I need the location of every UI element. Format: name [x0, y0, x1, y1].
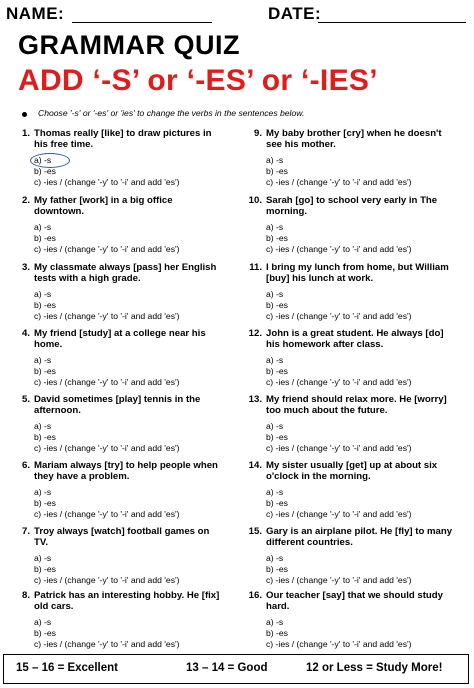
- option-c[interactable]: c) -ies / (change '-y' to '-i' and add 'es'): [266, 311, 412, 321]
- question-text: Sarah [go] to school very early in The morning.: [266, 195, 438, 218]
- option-a[interactable]: a) -s: [266, 487, 284, 497]
- question-text: Our teacher [say] that we should study hard.: [266, 590, 443, 613]
- question-number: 9.: [253, 128, 262, 139]
- option-c[interactable]: c) -ies / (change '-y' to '-i' and add 'es'): [34, 377, 180, 387]
- question-number: 4.: [21, 328, 30, 339]
- date-field[interactable]: [318, 22, 466, 23]
- question-text: Troy always [watch] football games on TV.: [34, 526, 210, 549]
- question-number: 7.: [21, 526, 30, 537]
- question-text: My classmate always [pass] her English tests with a high grade.: [34, 262, 217, 285]
- option-c[interactable]: c) -ies / (change '-y' to '-i' and add 'es'): [266, 177, 412, 187]
- option-b[interactable]: b) -es: [34, 564, 56, 574]
- question-number: 8.: [21, 590, 30, 601]
- question-number: 5.: [21, 394, 30, 405]
- option-c[interactable]: c) -ies / (change '-y' to '-i' and add 'es'): [266, 443, 412, 453]
- option-c[interactable]: c) -ies / (change '-y' to '-i' and add 'es'): [34, 639, 180, 649]
- option-b[interactable]: b) -es: [266, 300, 288, 310]
- option-a[interactable]: a) -s: [34, 289, 52, 299]
- option-c[interactable]: c) -ies / (change '-y' to '-i' and add 'es'): [34, 311, 180, 321]
- option-a[interactable]: a) -s: [34, 421, 52, 431]
- option-b[interactable]: b) -es: [266, 498, 288, 508]
- option-a[interactable]: a) -s: [34, 355, 52, 365]
- question-number: 6.: [21, 460, 30, 471]
- option-c[interactable]: c) -ies / (change '-y' to '-i' and add 'es'): [34, 443, 180, 453]
- question-text: John is a great student. He always [do] his homework after class.: [266, 328, 444, 351]
- option-a[interactable]: a) -s: [34, 553, 52, 563]
- option-c[interactable]: c) -ies / (change '-y' to '-i' and add 'es'): [34, 244, 180, 254]
- question-number: 16.: [248, 590, 262, 601]
- question-text: Thomas really [like] to draw pictures in his free time.: [34, 128, 212, 151]
- question-number: 3.: [21, 262, 30, 273]
- option-a[interactable]: a) -s: [266, 421, 284, 431]
- question-number: 10.: [248, 195, 262, 206]
- option-b[interactable]: b) -es: [34, 432, 56, 442]
- option-c[interactable]: c) -ies / (change '-y' to '-i' and add 'es'): [266, 575, 412, 585]
- question-text: My sister usually [get] up at about six o'clock in the morning.: [266, 460, 438, 483]
- name-field[interactable]: [72, 22, 212, 23]
- question-number: 2.: [21, 195, 30, 206]
- option-b[interactable]: b) -es: [34, 233, 56, 243]
- option-a[interactable]: a) -s: [34, 617, 52, 627]
- question-text: My friend should relax more. He [worry] too much about the future.: [266, 394, 447, 417]
- score-excellent: 15 – 16 = Excellent: [16, 662, 118, 674]
- option-c[interactable]: c) -ies / (change '-y' to '-i' and add 'es'): [266, 377, 412, 387]
- name-label: NAME:: [6, 4, 65, 23]
- question-number: 1.: [21, 128, 30, 139]
- date-label: DATE:: [268, 4, 322, 23]
- option-c[interactable]: c) -ies / (change '-y' to '-i' and add 'es'): [266, 244, 412, 254]
- example-answer-circle: [30, 153, 70, 168]
- bullet-icon: [22, 112, 27, 117]
- option-b[interactable]: b) -es: [34, 498, 56, 508]
- question-text: My baby brother [cry] when he doesn't see his mother.: [266, 128, 442, 151]
- option-a[interactable]: a) -s: [266, 222, 284, 232]
- option-b[interactable]: b) -es: [266, 628, 288, 638]
- option-c[interactable]: c) -ies / (change '-y' to '-i' and add 'es'): [34, 575, 180, 585]
- option-a[interactable]: a) -s: [266, 289, 284, 299]
- score-good: 13 – 14 = Good: [186, 662, 268, 674]
- option-b[interactable]: b) -es: [34, 166, 56, 176]
- option-b[interactable]: b) -es: [266, 233, 288, 243]
- question-number: 15.: [248, 526, 262, 537]
- option-a[interactable]: a) -s: [34, 155, 52, 165]
- question-text: Gary is an airplane pilot. He [fly] to many different countries.: [266, 526, 453, 549]
- question-text: David sometimes [play] tennis in the afternoon.: [34, 394, 201, 417]
- question-number: 12.: [248, 328, 262, 339]
- question-text: Mariam always [try] to help people when they have a problem.: [34, 460, 218, 483]
- question-text: I bring my lunch from home, but William [buy] his lunch at work.: [266, 262, 449, 285]
- option-c[interactable]: c) -ies / (change '-y' to '-i' and add 'es'): [34, 177, 180, 187]
- scoring-box: [3, 654, 469, 684]
- question-text: My friend [study] at a college near his home.: [34, 328, 206, 351]
- question-number: 11.: [249, 262, 262, 273]
- option-a[interactable]: a) -s: [34, 487, 52, 497]
- option-b[interactable]: b) -es: [34, 628, 56, 638]
- question-number: 13.: [248, 394, 262, 405]
- option-b[interactable]: b) -es: [266, 166, 288, 176]
- option-a[interactable]: a) -s: [266, 155, 284, 165]
- option-c[interactable]: c) -ies / (change '-y' to '-i' and add 'es'): [266, 509, 412, 519]
- question-text: My father [work] in a big office downtown.: [34, 195, 173, 218]
- question-number: 14.: [248, 460, 262, 471]
- option-b[interactable]: b) -es: [266, 432, 288, 442]
- option-b[interactable]: b) -es: [266, 366, 288, 376]
- option-a[interactable]: a) -s: [266, 553, 284, 563]
- question-text: Patrick has an interesting hobby. He [fix] old cars.: [34, 590, 220, 613]
- option-a[interactable]: a) -s: [266, 617, 284, 627]
- option-b[interactable]: b) -es: [34, 366, 56, 376]
- option-b[interactable]: b) -es: [266, 564, 288, 574]
- instructions: Choose '-s' or '-es' or 'ies' to change the verbs in the sentences below.: [38, 108, 305, 118]
- option-b[interactable]: b) -es: [34, 300, 56, 310]
- page-subtitle: ADD ‘-S’ or ‘-ES’ or ‘-IES’: [18, 64, 378, 97]
- option-a[interactable]: a) -s: [34, 222, 52, 232]
- page-title: GRAMMAR QUIZ: [18, 30, 240, 60]
- score-study-more: 12 or Less = Study More!: [306, 662, 443, 674]
- option-a[interactable]: a) -s: [266, 355, 284, 365]
- option-c[interactable]: c) -ies / (change '-y' to '-i' and add 'es'): [266, 639, 412, 649]
- option-c[interactable]: c) -ies / (change '-y' to '-i' and add 'es'): [34, 509, 180, 519]
